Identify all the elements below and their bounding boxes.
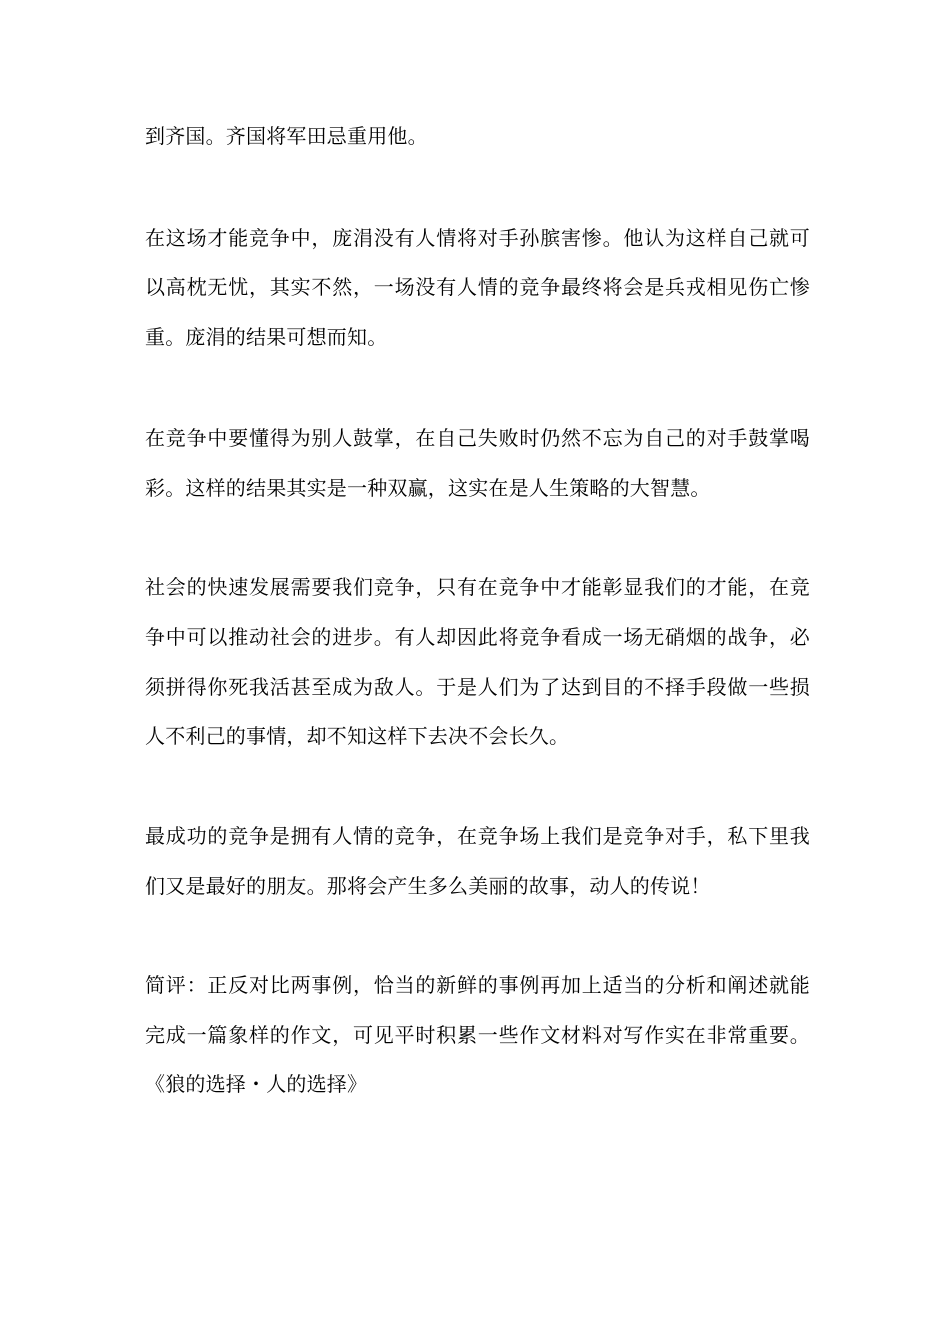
paragraph-3-line-2: 彩。这样的结果其实是一种双赢，这实在是人生策略的大智慧。 (145, 476, 711, 500)
paragraph-3-line-1: 在竞争中要懂得为别人鼓掌，在自己失败时仍然不忘为自己的对手鼓掌喝 (145, 426, 810, 450)
paragraph-5-line-2: 们又是最好的朋友。那将会产生多么美丽的故事，动人的传说！ (145, 874, 711, 898)
paragraph-6-line-1: 简评：正反对比两事例，恰当的新鲜的事例再加上适当的分析和阐述就能 (145, 973, 810, 997)
paragraph-4-line-4: 人不利己的事情，却不知这样下去决不会长久。 (145, 724, 570, 748)
paragraph-5-line-1: 最成功的竞争是拥有人情的竞争，在竞争场上我们是竞争对手，私下里我 (145, 824, 810, 848)
paragraph-4-line-2: 争中可以推动社会的进步。有人却因此将竞争看成一场无硝烟的战争，必 (145, 625, 810, 649)
paragraph-1-line-1: 到齐国。齐国将军田忌重用他。 (145, 124, 428, 148)
paragraph-6-line-2: 完成一篇象样的作文，可见平时积累一些作文材料对写作实在非常重要。 (145, 1023, 810, 1047)
paragraph-6-line-3-title: 《狼的选择・人的选择》 (145, 1072, 368, 1096)
paragraph-4-line-3: 须拼得你死我活甚至成为敌人。于是人们为了达到目的不择手段做一些损 (145, 675, 810, 699)
paragraph-2-line-3: 重。庞涓的结果可想而知。 (145, 325, 388, 349)
paragraph-4-line-1: 社会的快速发展需要我们竞争，只有在竞争中才能彰显我们的才能，在竞 (145, 575, 810, 599)
paragraph-2-line-2: 以高枕无忧，其实不然，一场没有人情的竞争最终将会是兵戎相见伤亡惨 (145, 275, 810, 299)
paragraph-2-line-1: 在这场才能竞争中，庞涓没有人情将对手孙膑害惨。他认为这样自己就可 (145, 226, 810, 250)
